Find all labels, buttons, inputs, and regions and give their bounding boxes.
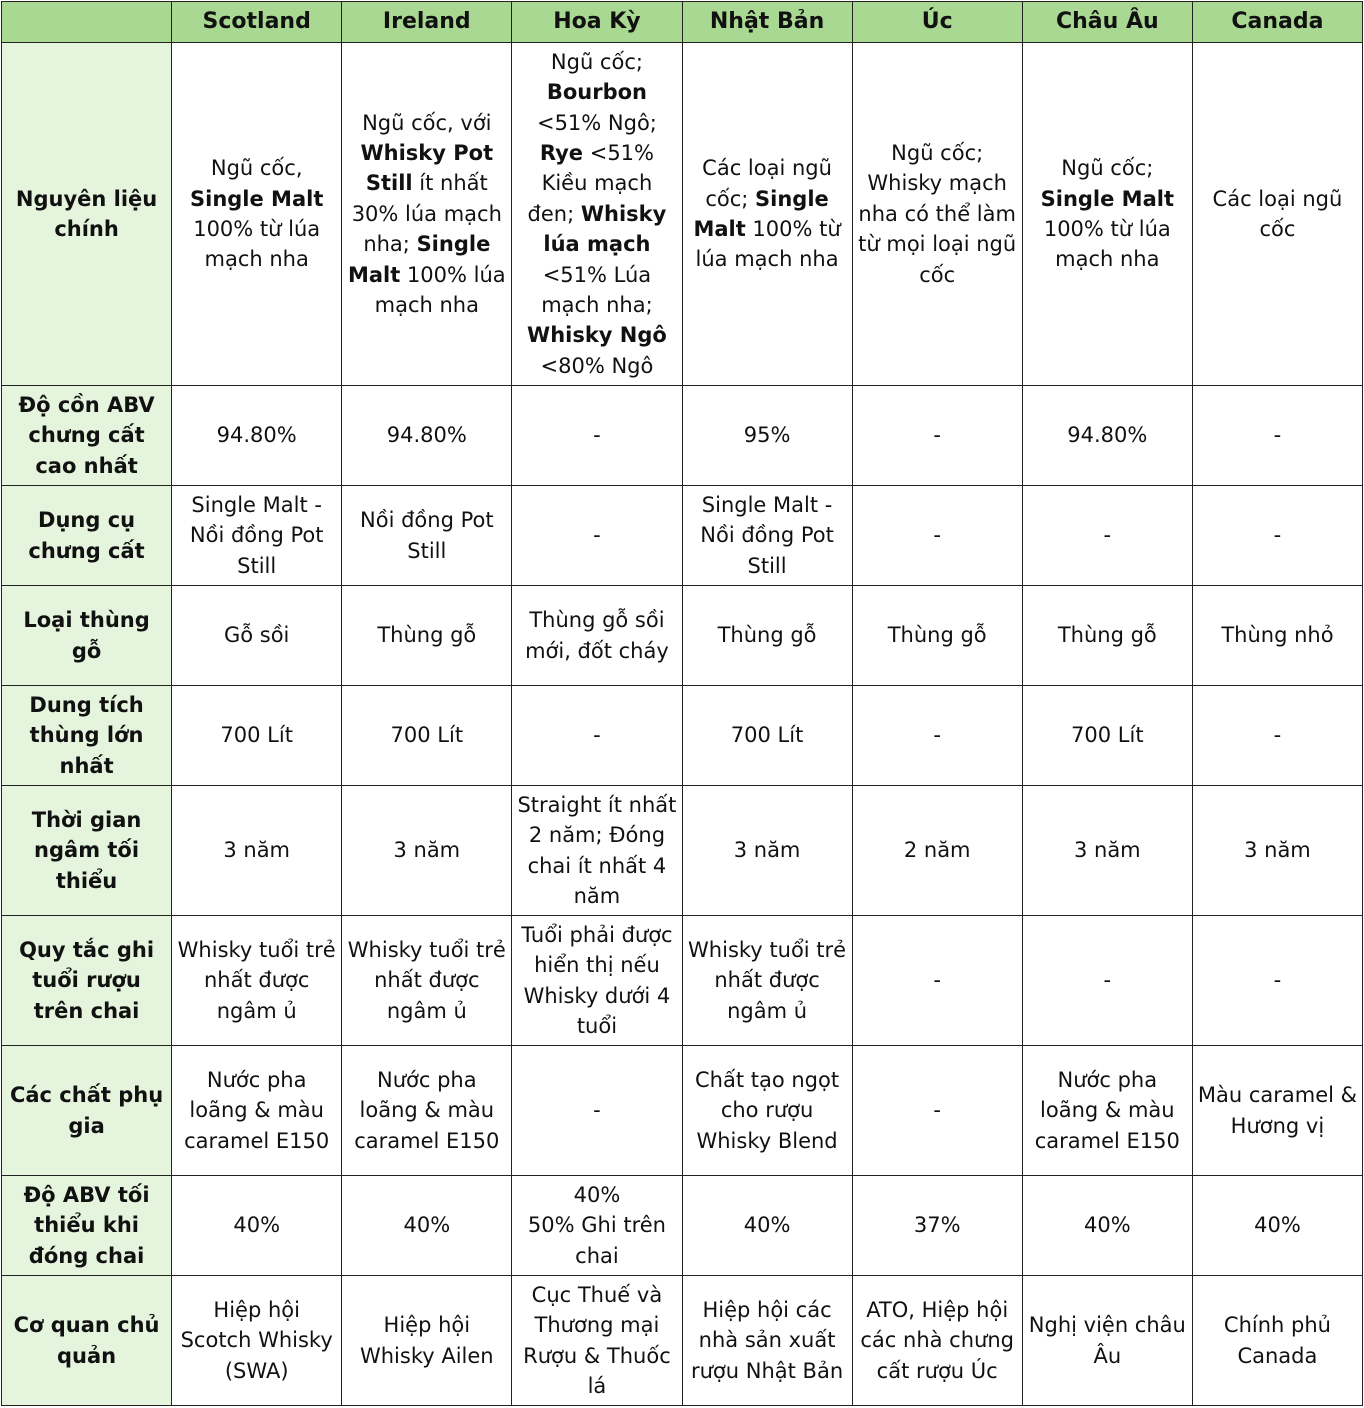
- cell-text: 100% từ lúa mạch nha: [695, 217, 841, 272]
- cell-text: Nước pha loãng & màu caramel E150: [184, 1067, 330, 1153]
- cell-text: 94.80%: [1067, 423, 1148, 448]
- cell-text: -: [593, 723, 601, 748]
- cell-text: 700 Lít: [220, 723, 293, 748]
- cell-text: <51% Lúa mạch nha;: [541, 262, 653, 318]
- table-cell: [342, 43, 512, 386]
- bold-term: Whisky lúa mạch: [543, 201, 667, 257]
- table-cell: [512, 916, 682, 1046]
- table-cell: [852, 386, 1022, 486]
- cell-text: Whisky tuổi trẻ nhất được ngâm ủ: [688, 937, 847, 1023]
- table-row: [2, 43, 1363, 386]
- table-cell: [852, 43, 1022, 386]
- corner-cell: [2, 2, 172, 43]
- table-cell: [342, 1276, 512, 1406]
- table-cell: [682, 43, 852, 386]
- cell-text: Ngũ cốc;: [550, 49, 643, 74]
- table-cell: [172, 1276, 342, 1406]
- table-cell: [852, 586, 1022, 686]
- table-cell: [1022, 1176, 1192, 1276]
- table-row: [2, 386, 1363, 486]
- cell-text: ít nhất 30% lúa mạch nha;: [351, 171, 502, 257]
- table-cell: [1022, 1046, 1192, 1176]
- cell-text: 700 Lít: [730, 723, 804, 748]
- bold-term: Single Malt: [693, 186, 829, 241]
- cell-text: ATO, Hiệp hội các nhà chưng cất rượu Úc: [860, 1297, 1014, 1383]
- cell-text: 40%: [1083, 1213, 1131, 1238]
- cell-text: <51% Kiều mạch đen;: [527, 140, 654, 226]
- cell-text: Gỗ sồi: [223, 623, 290, 648]
- table-cell: [342, 786, 512, 916]
- cell-text: Nước pha loãng & màu caramel E150: [354, 1067, 500, 1153]
- cell-text: Thùng gỗ: [717, 623, 817, 648]
- cell-text: -: [1273, 968, 1282, 993]
- cell-text: -: [933, 723, 941, 748]
- cell-text: -: [933, 423, 941, 448]
- cell-text: -: [593, 523, 601, 548]
- table-cell: [172, 43, 342, 386]
- table-cell: [1192, 786, 1362, 916]
- table-cell: [682, 1046, 852, 1176]
- cell-text: Whisky tuổi trẻ nhất được ngâm ủ: [347, 937, 506, 1023]
- cell-text: 40%: [233, 1213, 281, 1238]
- cell-text: 100% từ lúa mạch nha: [193, 217, 321, 272]
- row-header: Thời gian ngâm tối thiểu: [2, 786, 172, 916]
- row-header: Độ ABV tối thiểu khi đóng chai: [2, 1176, 172, 1276]
- table-cell: [172, 1046, 342, 1176]
- cell-text: Ngũ cốc, với: [362, 110, 492, 135]
- table-row: [2, 1046, 1363, 1176]
- cell-text: -: [933, 968, 941, 993]
- table-cell: [1192, 386, 1362, 486]
- cell-text: Chất tạo ngọt cho rượu Whisky Blend: [695, 1067, 840, 1153]
- table-cell: [1192, 916, 1362, 1046]
- country-header: Ireland: [342, 2, 512, 43]
- table-cell: [1022, 686, 1192, 786]
- table-cell: [1022, 786, 1192, 916]
- cell-text: 2 năm: [903, 838, 971, 863]
- row-header: Dụng cụ chưng cất: [2, 486, 172, 586]
- table-cell: [342, 486, 512, 586]
- cell-text: <51% Ngô;: [536, 110, 657, 135]
- cell-text: Ngũ cốc,: [210, 156, 303, 181]
- table-cell: [852, 1176, 1022, 1276]
- table-cell: [1192, 686, 1362, 786]
- cell-text: Single Malt - Nồi đồng Pot Still: [189, 492, 324, 578]
- cell-text: Single Malt - Nồi đồng Pot Still: [700, 492, 834, 578]
- table-cell: [1022, 43, 1192, 386]
- table-row: [2, 786, 1363, 916]
- table-row: [2, 586, 1363, 686]
- table-cell: [512, 43, 682, 386]
- row-header: Các chất phụ gia: [2, 1046, 172, 1176]
- cell-text: Hiệp hội Scotch Whisky (SWA): [180, 1297, 333, 1383]
- table-cell: [512, 486, 682, 586]
- cell-text: 100% từ lúa mạch nha: [1043, 217, 1171, 272]
- cell-text: Các loại ngũ cốc: [1212, 186, 1343, 241]
- table-cell: [852, 1276, 1022, 1406]
- table-cell: [1022, 486, 1192, 586]
- table-cell: [1192, 1276, 1362, 1406]
- cell-text: -: [1273, 723, 1282, 748]
- cell-text: -: [1273, 423, 1282, 448]
- bold-term: Single Malt: [1040, 186, 1174, 211]
- cell-text: Hiệp hội các nhà sản xuất rượu Nhật Bản: [690, 1297, 844, 1383]
- table-cell: [172, 1176, 342, 1276]
- cell-text: Ngũ cốc; Whisky mạch nha có thể làm từ mọi loại ngũ cốc: [858, 140, 1017, 287]
- table-cell: [1022, 386, 1192, 486]
- country-header: Châu Âu: [1022, 2, 1192, 43]
- table-cell: [512, 686, 682, 786]
- cell-text: 700 Lít: [1071, 723, 1144, 748]
- country-header: Hoa Kỳ: [512, 2, 682, 43]
- table-cell: [682, 486, 852, 586]
- table-cell: [512, 1046, 682, 1176]
- cell-text: 94.80%: [216, 423, 297, 448]
- header-row: [2, 2, 1363, 43]
- table-cell: [1022, 586, 1192, 686]
- table-cell: [1192, 43, 1362, 386]
- table-cell: [342, 386, 512, 486]
- table-cell: [172, 386, 342, 486]
- row-header: Độ cồn ABV chưng cất cao nhất: [2, 386, 172, 486]
- cell-text: -: [593, 1098, 601, 1123]
- country-header: Canada: [1192, 2, 1362, 43]
- table-cell: [852, 916, 1022, 1046]
- cell-text: -: [593, 423, 601, 448]
- table-cell: [512, 1276, 682, 1406]
- cell-text: 3 năm: [393, 838, 461, 863]
- table-cell: [512, 1176, 682, 1276]
- table-cell: [852, 786, 1022, 916]
- cell-text: Thùng gỗ: [1057, 623, 1157, 648]
- cell-text: 37%: [913, 1213, 961, 1238]
- cell-text: 100% lúa mạch nha: [374, 262, 506, 318]
- table-row: [2, 686, 1363, 786]
- cell-text: -: [1103, 523, 1112, 548]
- cell-text: 3 năm: [1244, 838, 1311, 863]
- cell-text: Thùng gỗ: [887, 623, 987, 648]
- country-header: Scotland: [172, 2, 342, 43]
- table-cell: [512, 586, 682, 686]
- cell-text: 40%: [573, 1182, 621, 1207]
- table-cell: [342, 1176, 512, 1276]
- table-cell: [342, 586, 512, 686]
- cell-text: Nồi đồng Pot Still: [360, 508, 494, 563]
- cell-text: Hiệp hội Whisky Ailen: [359, 1313, 494, 1368]
- cell-text: 40%: [743, 1213, 791, 1238]
- cell-text: -: [1273, 523, 1282, 548]
- cell-text: Màu caramel & Hương vị: [1197, 1083, 1358, 1138]
- country-header: Úc: [852, 2, 1022, 43]
- bold-term: Whisky Pot Still: [360, 140, 494, 196]
- cell-text: 94.80%: [386, 423, 467, 448]
- cell-text: Nghị viện châu Âu: [1028, 1313, 1186, 1368]
- table-cell: [1022, 1276, 1192, 1406]
- cell-text: Ngũ cốc;: [1061, 156, 1154, 181]
- cell-text: 95%: [743, 423, 791, 448]
- cell-text: Cục Thuế và Thương mại Rượu & Thuốc lá: [523, 1282, 671, 1398]
- table-row: [2, 916, 1363, 1046]
- table-cell: [1192, 586, 1362, 686]
- table-cell: [512, 786, 682, 916]
- table-cell: [682, 386, 852, 486]
- table-row: [2, 1276, 1363, 1406]
- bold-term: Single Malt: [190, 186, 324, 211]
- bold-term: Single Malt: [347, 232, 491, 287]
- table-cell: [682, 686, 852, 786]
- cell-text: Straight ít nhất 2 năm; Đóng chai ít nhất 4 năm: [517, 792, 677, 908]
- cell-text: Thùng nhỏ: [1221, 623, 1334, 648]
- cell-text: 40%: [403, 1213, 451, 1238]
- table-cell: [172, 486, 342, 586]
- row-header: Dung tích thùng lớn nhất: [2, 686, 172, 786]
- cell-text: Whisky tuổi trẻ nhất được ngâm ủ: [177, 937, 336, 1023]
- row-header: Loại thùng gỗ: [2, 586, 172, 686]
- cell-text: 3 năm: [1073, 838, 1141, 863]
- table-cell: [342, 916, 512, 1046]
- table-cell: [342, 1046, 512, 1176]
- row-header: Nguyên liệu chính: [2, 43, 172, 386]
- cell-text: 50% Ghi trên chai: [527, 1213, 666, 1268]
- cell-text: -: [933, 1098, 941, 1123]
- cell-text: -: [933, 523, 941, 548]
- table-cell: [1192, 486, 1362, 586]
- table-cell: [1192, 1176, 1362, 1276]
- table-cell: [852, 686, 1022, 786]
- cell-text: 40%: [1254, 1213, 1301, 1238]
- table-cell: [1022, 916, 1192, 1046]
- table-cell: [172, 916, 342, 1046]
- cell-text: 3 năm: [223, 838, 291, 863]
- cell-text: -: [1103, 968, 1112, 993]
- cell-text: Thùng gỗ: [377, 623, 477, 648]
- cell-text: Thùng gỗ sồi mới, đốt cháy: [525, 608, 669, 663]
- table-row: [2, 486, 1363, 586]
- cell-text: Tuổi phải được hiển thị nếu Whisky dưới 4 tuổi: [521, 922, 673, 1038]
- table-cell: [682, 916, 852, 1046]
- table-cell: [852, 486, 1022, 586]
- row-header: Quy tắc ghi tuổi rượu trên chai: [2, 916, 172, 1046]
- cell-text: Các loại ngũ cốc;: [702, 156, 832, 211]
- cell-text: 3 năm: [733, 838, 801, 863]
- table-cell: [172, 786, 342, 916]
- table-cell: [682, 786, 852, 916]
- country-header: Nhật Bản: [682, 2, 852, 43]
- table-row: [2, 1176, 1363, 1276]
- table-cell: [682, 1276, 852, 1406]
- cell-text: Chính phủ Canada: [1223, 1313, 1331, 1368]
- whisky-comparison-table: [1, 1, 1363, 1406]
- cell-text: Nước pha loãng & màu caramel E150: [1034, 1067, 1180, 1153]
- bold-term: Bourbon: [546, 80, 648, 105]
- table-cell: [342, 686, 512, 786]
- table-cell: [1192, 1046, 1362, 1176]
- table-cell: [682, 1176, 852, 1276]
- table-cell: [512, 386, 682, 486]
- table-cell: [852, 1046, 1022, 1176]
- bold-term: Whisky Ngô: [527, 323, 667, 348]
- row-header: Cơ quan chủ quản: [2, 1276, 172, 1406]
- table-cell: [172, 686, 342, 786]
- table-cell: [682, 586, 852, 686]
- cell-text: 700 Lít: [390, 723, 464, 748]
- bold-term: Rye: [539, 140, 584, 165]
- table-cell: [172, 586, 342, 686]
- cell-text: <80% Ngô: [540, 353, 654, 378]
